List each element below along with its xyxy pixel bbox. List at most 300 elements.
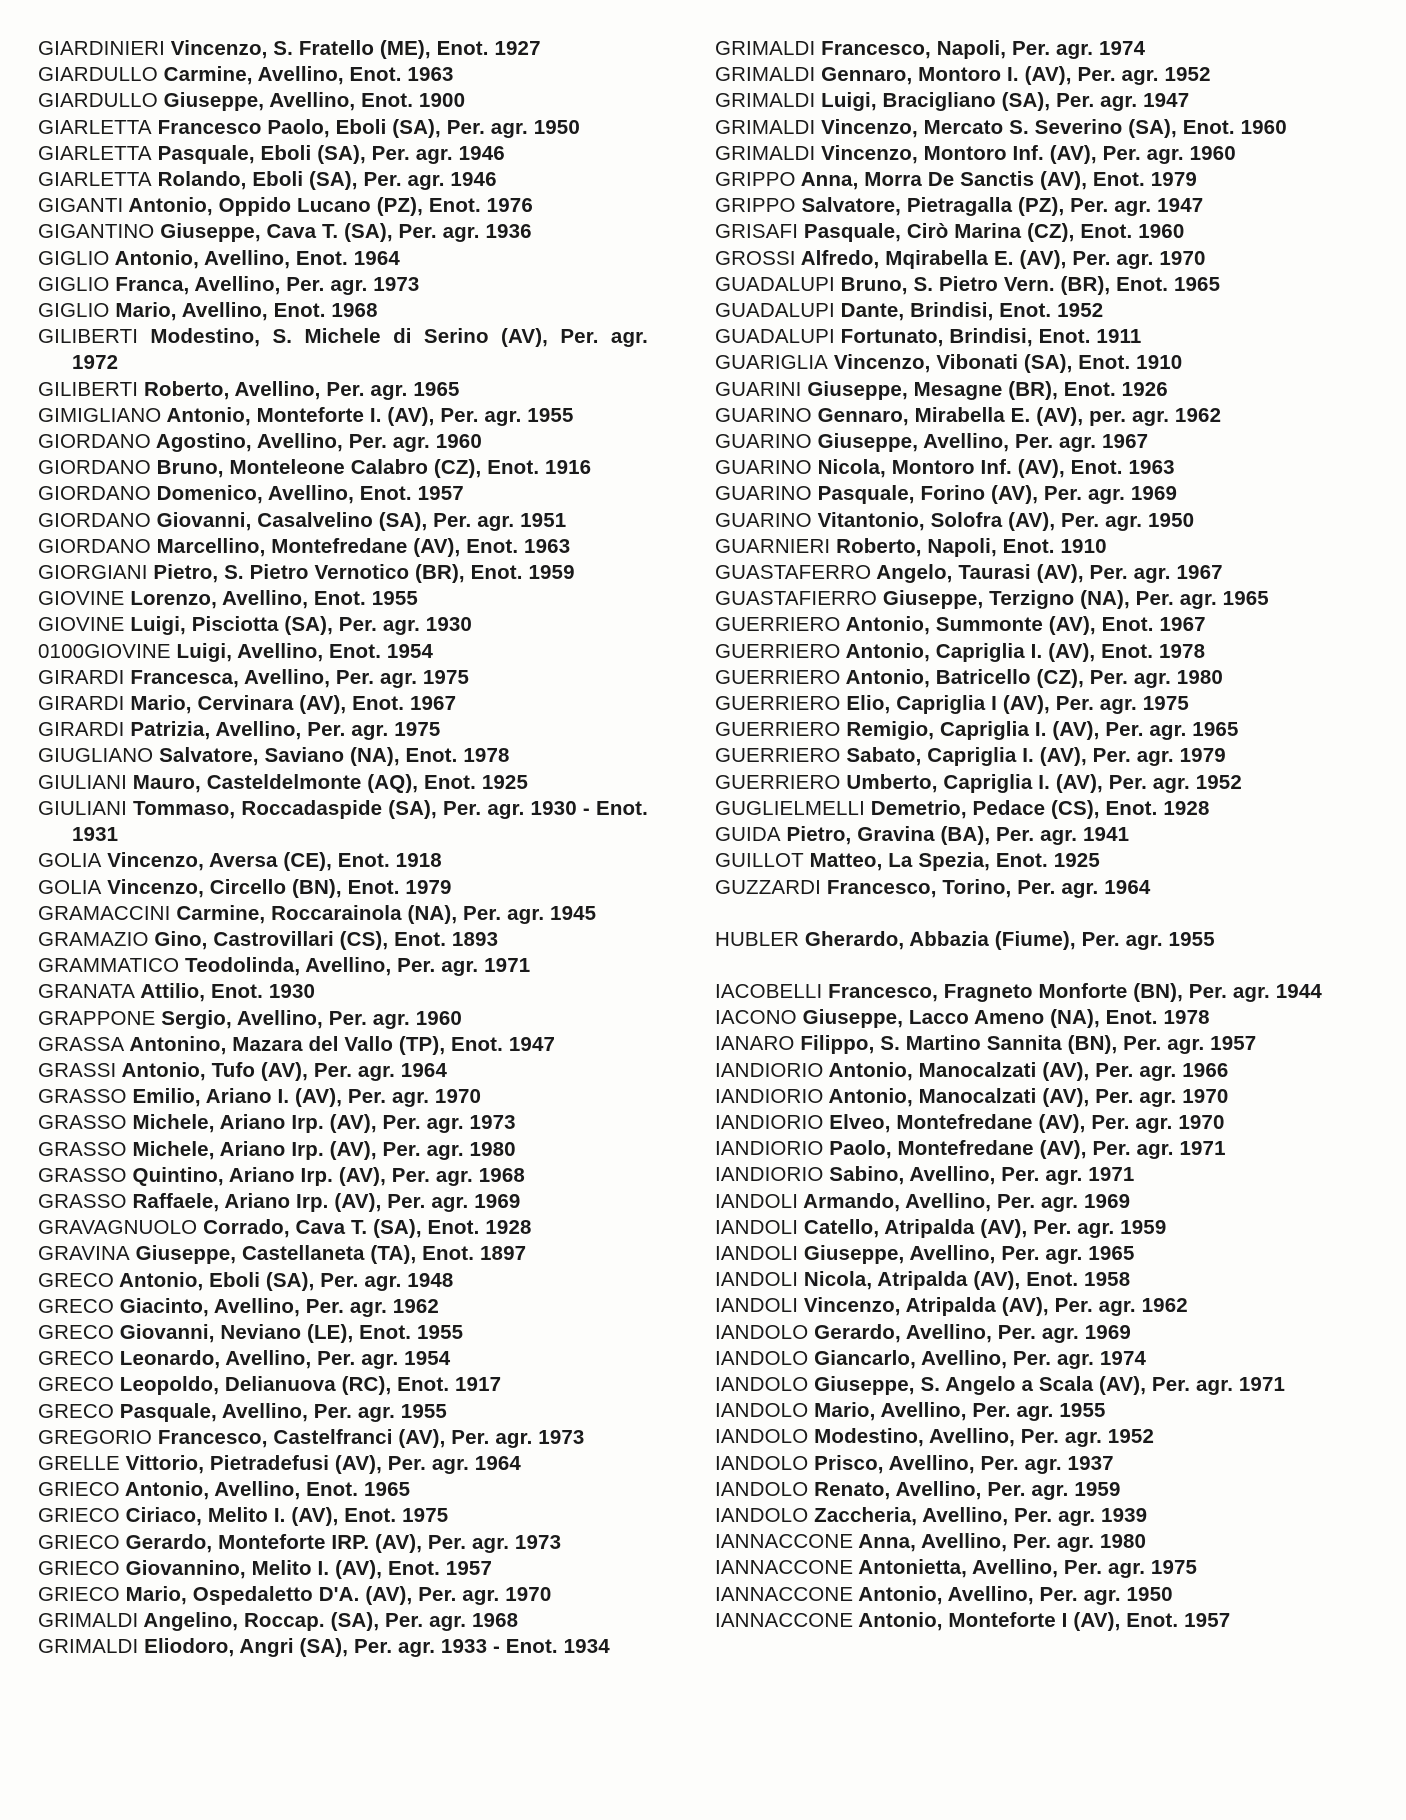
entry-details: Nicola, Atripalda (AV), Enot. 1958 bbox=[798, 1268, 1131, 1292]
entry-details: Francesca, Avellino, Per. agr. 1975 bbox=[124, 665, 470, 689]
directory-entry bbox=[715, 1005, 1330, 1031]
entry-details: Gino, Castrovillari (CS), Enot. 1893 bbox=[148, 927, 499, 951]
entry-surname: GILIBERTI bbox=[38, 325, 139, 349]
directory-entry bbox=[715, 1241, 1330, 1267]
entry-details: Francesco, Castelfranci (AV), Per. agr. 1973 bbox=[151, 1425, 585, 1449]
entry-surname: IANNACCONE bbox=[715, 1608, 854, 1632]
entry-surname: GUERRIERO bbox=[715, 639, 841, 663]
directory-entry bbox=[38, 1137, 648, 1163]
entry-details: Bruno, Monteleone Calabro (CZ), Enot. 1916 bbox=[150, 456, 592, 480]
entry-details: Lorenzo, Avellino, Enot. 1955 bbox=[124, 587, 418, 611]
entry-details: Dante, Brindisi, Enot. 1952 bbox=[834, 299, 1104, 323]
entry-details: Gherardo, Abbazia (Fiume), Per. agr. 1955 bbox=[799, 927, 1215, 951]
directory-entry bbox=[38, 1530, 648, 1556]
directory-entry bbox=[38, 1268, 648, 1294]
directory-entry bbox=[38, 1058, 648, 1084]
entry-surname: IANDOLI bbox=[715, 1189, 799, 1213]
entry-surname: 0100GIOVINE bbox=[38, 639, 171, 663]
entry-details: Ciriaco, Melito I. (AV), Enot. 1975 bbox=[119, 1504, 449, 1528]
entry-surname: IANDOLO bbox=[715, 1320, 809, 1344]
entry-surname: GIRARDI bbox=[38, 718, 125, 742]
directory-entry bbox=[38, 193, 648, 219]
entry-details: Quintino, Ariano Irp. (AV), Per. agr. 1968 bbox=[126, 1163, 525, 1187]
directory-entry bbox=[38, 36, 648, 62]
entry-surname: IANDOLI bbox=[715, 1215, 799, 1239]
entry-details: Pietro, Gravina (BA), Per. agr. 1941 bbox=[780, 823, 1130, 847]
entry-surname: GRIMALDI bbox=[715, 63, 816, 87]
directory-entry bbox=[715, 115, 1330, 141]
entry-details: Luigi, Avellino, Enot. 1954 bbox=[170, 639, 434, 663]
entry-surname: GIORDANO bbox=[38, 482, 151, 506]
entry-details: Antonio, Oppido Lucano (PZ), Enot. 1976 bbox=[123, 194, 533, 218]
directory-entry bbox=[38, 403, 648, 429]
directory-entry bbox=[38, 1608, 648, 1634]
entry-details: Vincenzo, S. Fratello (ME), Enot. 1927 bbox=[164, 37, 541, 60]
entry-details: Antonietta, Avellino, Per. agr. 1975 bbox=[853, 1556, 1198, 1580]
entry-surname: GRECO bbox=[38, 1347, 114, 1371]
directory-entry bbox=[715, 560, 1330, 586]
directory-entry bbox=[715, 1346, 1330, 1372]
directory-entry bbox=[715, 796, 1330, 822]
entry-surname: GRASSA bbox=[38, 1032, 125, 1056]
entry-details: Corrado, Cava T. (SA), Enot. 1928 bbox=[197, 1216, 532, 1240]
directory-entry bbox=[38, 665, 648, 691]
entry-surname: IANDOLO bbox=[715, 1399, 809, 1423]
entry-surname: GRIMALDI bbox=[38, 1635, 139, 1659]
directory-entry bbox=[715, 1058, 1330, 1084]
entry-details: Antonino, Mazara del Vallo (TP), Enot. 1947 bbox=[124, 1032, 556, 1056]
entry-details: Attilio, Enot. 1930 bbox=[135, 980, 316, 1004]
entry-details: Gerardo, Monteforte IRP. (AV), Per. agr. 1973 bbox=[119, 1530, 562, 1554]
directory-entry bbox=[38, 377, 648, 403]
entry-surname: IANNACCONE bbox=[715, 1556, 854, 1580]
directory-entry bbox=[38, 115, 648, 141]
directory-entry bbox=[715, 691, 1330, 717]
entry-surname: GRAVAGNUOLO bbox=[38, 1216, 198, 1240]
directory-entry bbox=[715, 665, 1330, 691]
entry-surname: IACONO bbox=[715, 1006, 797, 1030]
directory-entry bbox=[38, 743, 648, 769]
directory-entry bbox=[38, 455, 648, 481]
entry-surname: GRIMALDI bbox=[38, 1609, 139, 1633]
entry-details: Vincenzo, Circello (BN), Enot. 1979 bbox=[101, 875, 452, 899]
directory-entry bbox=[715, 1398, 1330, 1424]
entry-details: Sergio, Avellino, Per. agr. 1960 bbox=[155, 1006, 462, 1030]
directory-entry bbox=[38, 298, 648, 324]
entry-details: Matteo, La Spezia, Enot. 1925 bbox=[803, 849, 1100, 873]
entry-details: Antonio, Manocalzati (AV), Per. agr. 1970 bbox=[823, 1084, 1229, 1108]
directory-entry bbox=[715, 62, 1330, 88]
entry-details: Pietro, S. Pietro Vernotico (BR), Enot. 1959 bbox=[147, 561, 575, 585]
entry-details: Antonio, Monteforte I (AV), Enot. 1957 bbox=[853, 1608, 1231, 1632]
entry-surname: GRISAFI bbox=[715, 220, 799, 244]
directory-entry bbox=[38, 1372, 648, 1398]
entry-details: Vincenzo, Aversa (CE), Enot. 1918 bbox=[101, 849, 442, 873]
directory-entry bbox=[715, 1084, 1330, 1110]
directory-entry bbox=[715, 455, 1330, 481]
directory-entry bbox=[38, 62, 648, 88]
entry-details: Carmine, Avellino, Enot. 1963 bbox=[157, 63, 454, 87]
directory-entry bbox=[715, 429, 1330, 455]
entry-surname: GUARNIERI bbox=[715, 534, 831, 558]
directory-entry bbox=[715, 219, 1330, 245]
directory-entry bbox=[715, 1162, 1330, 1188]
entry-surname: GIARLETTA bbox=[38, 141, 152, 165]
directory-entry bbox=[38, 717, 648, 743]
directory-entry bbox=[38, 586, 648, 612]
entry-details: Elio, Capriglia I (AV), Per. agr. 1975 bbox=[840, 692, 1189, 716]
entry-surname: GIARDULLO bbox=[38, 63, 158, 87]
directory-entry bbox=[715, 979, 1330, 1005]
entry-details: Salvatore, Pietragalla (PZ), Per. agr. 1947 bbox=[795, 194, 1204, 218]
entry-details: Pasquale, Forino (AV), Per. agr. 1969 bbox=[811, 482, 1178, 506]
entry-details: Sabato, Capriglia I. (AV), Per. agr. 1979 bbox=[840, 744, 1226, 768]
entry-details: Nicola, Montoro Inf. (AV), Enot. 1963 bbox=[811, 456, 1175, 480]
entry-details: Luigi, Bracigliano (SA), Per. agr. 1947 bbox=[815, 89, 1190, 113]
entry-details: Sabino, Avellino, Per. agr. 1971 bbox=[823, 1163, 1135, 1187]
entry-details: Bruno, S. Pietro Vern. (BR), Enot. 1965 bbox=[834, 272, 1221, 296]
entry-surname: IANDOLO bbox=[715, 1372, 809, 1396]
entry-details: Giuseppe, S. Angelo a Scala (AV), Per. agr. 1971 bbox=[808, 1372, 1286, 1396]
entry-surname: GRIECO bbox=[38, 1530, 120, 1554]
entry-details: Armando, Avellino, Per. agr. 1969 bbox=[798, 1189, 1131, 1213]
entry-details: Giovanni, Neviano (LE), Enot. 1955 bbox=[113, 1320, 464, 1344]
entry-details: Giovanni, Casalvelino (SA), Per. agr. 1951 bbox=[150, 508, 567, 532]
directory-entry bbox=[38, 1215, 648, 1241]
entry-surname: GUARINO bbox=[715, 456, 812, 480]
entry-details: Antonio, Eboli (SA), Per. agr. 1948 bbox=[113, 1268, 454, 1292]
directory-entry bbox=[715, 167, 1330, 193]
entry-surname: GRAVINA bbox=[38, 1242, 130, 1266]
directory-entry bbox=[715, 1424, 1330, 1450]
entry-surname: GUERRIERO bbox=[715, 770, 841, 794]
entry-surname: GIOVINE bbox=[38, 587, 125, 611]
entry-surname: GUASTAFIERRO bbox=[715, 587, 878, 611]
entry-details: Giuseppe, Terzigno (NA), Per. agr. 1965 bbox=[877, 587, 1269, 611]
entry-details: Giuseppe, Lacco Ameno (NA), Enot. 1978 bbox=[796, 1006, 1210, 1030]
entry-surname: GRASSI bbox=[38, 1058, 117, 1082]
entry-details: Vincenzo, Atripalda (AV), Per. agr. 1962 bbox=[798, 1294, 1188, 1318]
entry-surname: GRIPPO bbox=[715, 168, 796, 192]
directory-entry bbox=[38, 1346, 648, 1372]
entry-surname: GRAMMATICO bbox=[38, 954, 180, 978]
directory-entry bbox=[38, 1477, 648, 1503]
entry-surname: IANDIORIO bbox=[715, 1084, 824, 1108]
directory-entry bbox=[715, 927, 1330, 953]
directory-entry bbox=[715, 508, 1330, 534]
entry-details: Mario, Ospedaletto D'A. (AV), Per. agr. 1970 bbox=[119, 1582, 552, 1606]
entry-details: Francesco, Napoli, Per. agr. 1974 bbox=[815, 37, 1146, 60]
directory-entry bbox=[715, 1267, 1330, 1293]
entry-details: Antonio, Avellino, Enot. 1965 bbox=[119, 1478, 411, 1502]
directory-entry bbox=[715, 1031, 1330, 1057]
directory-entry bbox=[38, 88, 648, 114]
entry-details: Giuseppe, Castellaneta (TA), Enot. 1897 bbox=[129, 1242, 527, 1266]
entry-surname: IANDIORIO bbox=[715, 1163, 824, 1187]
directory-entry bbox=[38, 167, 648, 193]
entry-details: Anna, Morra De Sanctis (AV), Enot. 1979 bbox=[795, 168, 1197, 192]
entry-surname: GRIPPO bbox=[715, 194, 796, 218]
entry-details: Gennaro, Mirabella E. (AV), per. agr. 1962 bbox=[811, 403, 1222, 427]
directory-entry bbox=[715, 350, 1330, 376]
entry-details: Roberto, Napoli, Enot. 1910 bbox=[830, 534, 1107, 558]
directory-entry bbox=[38, 612, 648, 638]
entry-surname: IANARO bbox=[715, 1032, 795, 1056]
entry-surname: IANNACCONE bbox=[715, 1582, 854, 1606]
directory-entry bbox=[38, 1425, 648, 1451]
entry-surname: GRAMAZIO bbox=[38, 927, 149, 951]
entry-details: Antonio, Batricello (CZ), Per. agr. 1980 bbox=[840, 665, 1223, 689]
entry-surname: IANNACCONE bbox=[715, 1530, 854, 1554]
entry-surname: GRIMALDI bbox=[715, 115, 816, 139]
entry-surname: IANDOLO bbox=[715, 1346, 809, 1370]
entry-surname: GUARINO bbox=[715, 508, 812, 532]
entry-details: Giacinto, Avellino, Per. agr. 1962 bbox=[113, 1294, 439, 1318]
directory-entry bbox=[715, 1503, 1330, 1529]
directory-entry bbox=[715, 875, 1330, 901]
directory-entry bbox=[38, 324, 648, 376]
entry-details: Giovannino, Melito I. (AV), Enot. 1957 bbox=[119, 1556, 493, 1580]
entry-surname: IANDIORIO bbox=[715, 1110, 824, 1134]
directory-entry bbox=[715, 1451, 1330, 1477]
entry-surname: GUERRIERO bbox=[715, 718, 841, 742]
directory-entry bbox=[38, 272, 648, 298]
entry-surname: HUBLER bbox=[715, 927, 800, 951]
directory-entry bbox=[38, 141, 648, 167]
entry-details: Leopoldo, Delianuova (RC), Enot. 1917 bbox=[113, 1373, 502, 1397]
entry-surname: GIGANTI bbox=[38, 194, 124, 218]
directory-entry bbox=[38, 1241, 648, 1267]
entry-surname: GIORGIANI bbox=[38, 561, 148, 585]
entry-surname: GRANATA bbox=[38, 980, 136, 1004]
entry-surname: GIGLIO bbox=[38, 272, 110, 296]
entry-surname: IANDIORIO bbox=[715, 1058, 824, 1082]
entry-details: Renato, Avellino, Per. agr. 1959 bbox=[808, 1477, 1121, 1501]
entry-surname: GUADALUPI bbox=[715, 299, 835, 323]
entry-details: Carmine, Roccarainola (NA), Per. agr. 1945 bbox=[170, 901, 597, 925]
entry-surname: GRECO bbox=[38, 1373, 114, 1397]
entry-surname: GUIDA bbox=[715, 823, 781, 847]
directory-entry bbox=[38, 1189, 648, 1215]
entry-details: Umberto, Capriglia I. (AV), Per. agr. 1952 bbox=[840, 770, 1242, 794]
entry-details: Vittorio, Pietradefusi (AV), Per. agr. 1964 bbox=[119, 1451, 521, 1475]
entry-surname: GRIMALDI bbox=[715, 141, 816, 165]
entry-details: Antonio, Manocalzati (AV), Per. agr. 1966 bbox=[823, 1058, 1229, 1082]
entry-surname: GOLIA bbox=[38, 849, 102, 873]
entry-details: Franca, Avellino, Per. agr. 1973 bbox=[109, 272, 420, 296]
entry-details: Agostino, Avellino, Per. agr. 1960 bbox=[150, 430, 482, 454]
entry-surname: GUARINO bbox=[715, 430, 812, 454]
entry-details: Michele, Ariano Irp. (AV), Per. agr. 1980 bbox=[126, 1137, 516, 1161]
entry-surname: GIMIGLIANO bbox=[38, 403, 162, 427]
entry-surname: IANDOLI bbox=[715, 1268, 799, 1292]
entry-surname: GIARDULLO bbox=[38, 89, 158, 113]
entry-details: Vincenzo, Vibonati (SA), Enot. 1910 bbox=[828, 351, 1183, 375]
directory-entry bbox=[38, 901, 648, 927]
entry-surname: IANDOLO bbox=[715, 1425, 809, 1449]
directory-entry bbox=[38, 1634, 648, 1660]
entry-details: Tommaso, Roccadaspide (SA), Per. agr. 1930 - Enot. 1931 bbox=[72, 796, 648, 847]
left-column bbox=[38, 36, 648, 1661]
entry-details: Remigio, Capriglia I. (AV), Per. agr. 1965 bbox=[840, 718, 1239, 742]
entry-surname: IANDOLI bbox=[715, 1294, 799, 1318]
entry-surname: GUARINI bbox=[715, 377, 802, 401]
entry-surname: GUERRIERO bbox=[715, 692, 841, 716]
entry-surname: GUGLIELMELLI bbox=[715, 796, 865, 820]
entry-surname: GRASSO bbox=[38, 1137, 127, 1161]
directory-entry bbox=[38, 1451, 648, 1477]
entry-surname: GRAPPONE bbox=[38, 1006, 156, 1030]
entry-surname: GUILLOT bbox=[715, 849, 804, 873]
directory-entry bbox=[715, 1608, 1330, 1634]
entry-surname: GRIMALDI bbox=[715, 89, 816, 113]
directory-entry bbox=[715, 586, 1330, 612]
directory-entry bbox=[715, 1215, 1330, 1241]
entry-details: Gerardo, Avellino, Per. agr. 1969 bbox=[808, 1320, 1131, 1344]
entry-surname: IACOBELLI bbox=[715, 979, 823, 1003]
entry-details: Pasquale, Eboli (SA), Per. agr. 1946 bbox=[151, 141, 505, 165]
directory-entry bbox=[38, 1556, 648, 1582]
entry-surname: GRECO bbox=[38, 1268, 114, 1292]
entry-details: Modestino, Avellino, Per. agr. 1952 bbox=[808, 1425, 1154, 1449]
entry-surname: GUADALUPI bbox=[715, 272, 835, 296]
entry-details: Modestino, S. Michele di Serino (AV), Per. agr. 1972 bbox=[72, 325, 648, 375]
entry-details: Prisco, Avellino, Per. agr. 1937 bbox=[808, 1451, 1114, 1475]
entry-surname: GRIECO bbox=[38, 1504, 120, 1528]
directory-entry bbox=[38, 1582, 648, 1608]
directory-entry bbox=[38, 1032, 648, 1058]
directory-entry bbox=[715, 272, 1330, 298]
entry-surname: GIGLIO bbox=[38, 246, 110, 270]
entry-details: Giuseppe, Avellino, Per. agr. 1967 bbox=[811, 430, 1149, 454]
directory-entry bbox=[38, 219, 648, 245]
entry-details: Luigi, Pisciotta (SA), Per. agr. 1930 bbox=[124, 613, 472, 637]
entry-surname: GUASTAFERRO bbox=[715, 561, 872, 585]
entry-details: Angelo, Taurasi (AV), Per. agr. 1967 bbox=[871, 561, 1223, 585]
directory-entry bbox=[715, 246, 1330, 272]
directory-entry bbox=[38, 1503, 648, 1529]
entry-details: Antonio, Summonte (AV), Enot. 1967 bbox=[840, 613, 1206, 637]
directory-entry bbox=[38, 979, 648, 1005]
directory-entry bbox=[715, 1136, 1330, 1162]
entry-details: Antonio, Monteforte I. (AV), Per. agr. 1955 bbox=[161, 403, 574, 427]
entry-surname: GUADALUPI bbox=[715, 325, 835, 349]
entry-details: Francesco, Fragneto Monforte (BN), Per. agr. 1944 bbox=[822, 979, 1322, 1003]
directory-entry bbox=[715, 639, 1330, 665]
entry-surname: GRASSO bbox=[38, 1163, 127, 1187]
entry-surname: GRIECO bbox=[38, 1556, 120, 1580]
directory-entry bbox=[38, 1084, 648, 1110]
entry-surname: GRIECO bbox=[38, 1582, 120, 1606]
entry-surname: GOLIA bbox=[38, 875, 102, 899]
section-gap bbox=[715, 953, 1330, 979]
entry-surname: IANDOLO bbox=[715, 1503, 809, 1527]
entry-surname: GIORDANO bbox=[38, 456, 151, 480]
entry-details: Mario, Cervinara (AV), Enot. 1967 bbox=[124, 692, 457, 716]
entry-details: Salvatore, Saviano (NA), Enot. 1978 bbox=[153, 744, 510, 768]
entry-details: Domenico, Avellino, Enot. 1957 bbox=[150, 482, 464, 506]
entry-details: Antonio, Capriglia I. (AV), Enot. 1978 bbox=[840, 639, 1206, 663]
entry-details: Paolo, Montefredane (AV), Per. agr. 1971 bbox=[823, 1137, 1226, 1161]
entry-details: Vincenzo, Montoro Inf. (AV), Per. agr. 1960 bbox=[815, 141, 1236, 165]
entry-details: Angelino, Roccap. (SA), Per. agr. 1968 bbox=[138, 1609, 519, 1633]
directory-entry bbox=[715, 141, 1330, 167]
directory-entry bbox=[715, 1372, 1330, 1398]
entry-surname: GIGLIO bbox=[38, 299, 110, 323]
entry-surname: GIORDANO bbox=[38, 534, 151, 558]
directory-entry bbox=[38, 953, 648, 979]
entry-details: Catello, Atripalda (AV), Per. agr. 1959 bbox=[798, 1215, 1167, 1239]
entry-details: Michele, Ariano Irp. (AV), Per. agr. 1973 bbox=[126, 1111, 516, 1135]
entry-surname: GILIBERTI bbox=[38, 377, 139, 401]
entry-details: Pasquale, Cirò Marina (CZ), Enot. 1960 bbox=[798, 220, 1185, 244]
entry-surname: GUARINO bbox=[715, 403, 812, 427]
entry-details: Antonio, Avellino, Per. agr. 1950 bbox=[853, 1582, 1173, 1606]
entry-details: Rolando, Eboli (SA), Per. agr. 1946 bbox=[151, 168, 497, 192]
entry-details: Alfredo, Mqirabella E. (AV), Per. agr. 1970 bbox=[795, 246, 1206, 270]
entry-surname: IANDIORIO bbox=[715, 1137, 824, 1161]
entry-surname: GIOVINE bbox=[38, 613, 125, 637]
entry-surname: GRIECO bbox=[38, 1478, 120, 1502]
directory-entry bbox=[715, 481, 1330, 507]
directory-entry bbox=[38, 534, 648, 560]
entry-details: Giuseppe, Cava T. (SA), Per. agr. 1936 bbox=[154, 220, 532, 244]
entry-surname: GIGANTINO bbox=[38, 220, 155, 244]
directory-entry bbox=[38, 639, 648, 665]
entry-surname: GREGORIO bbox=[38, 1425, 152, 1449]
directory-entry bbox=[715, 717, 1330, 743]
entry-details: Patrizia, Avellino, Per. agr. 1975 bbox=[124, 718, 441, 742]
directory-entry bbox=[715, 770, 1330, 796]
entry-surname: GUARINO bbox=[715, 482, 812, 506]
entry-details: Pasquale, Avellino, Per. agr. 1955 bbox=[113, 1399, 447, 1423]
entry-surname: GUERRIERO bbox=[715, 665, 841, 689]
directory-entry bbox=[38, 691, 648, 717]
directory-entry bbox=[38, 508, 648, 534]
directory-entry bbox=[38, 1110, 648, 1136]
directory-entry bbox=[715, 1555, 1330, 1581]
entry-details: Zaccheria, Avellino, Per. agr. 1939 bbox=[808, 1503, 1148, 1527]
entry-details: Antonio, Tufo (AV), Per. agr. 1964 bbox=[116, 1058, 448, 1082]
directory-entry bbox=[38, 848, 648, 874]
entry-surname: GRAMACCINI bbox=[38, 901, 171, 925]
directory-entry bbox=[715, 1293, 1330, 1319]
entry-surname: GIORDANO bbox=[38, 430, 151, 454]
entry-details: Fortunato, Brindisi, Enot. 1911 bbox=[834, 325, 1142, 349]
directory-entry bbox=[38, 246, 648, 272]
entry-surname: GRASSO bbox=[38, 1111, 127, 1135]
directory-entry bbox=[715, 1477, 1330, 1503]
entry-details: Giuseppe, Avellino, Enot. 1900 bbox=[157, 89, 466, 113]
entry-surname: GIUGLIANO bbox=[38, 744, 154, 768]
section-gap bbox=[715, 901, 1330, 927]
directory-entry bbox=[38, 481, 648, 507]
entry-details: Vitantonio, Solofra (AV), Per. agr. 1950 bbox=[811, 508, 1195, 532]
directory-entry bbox=[38, 796, 648, 848]
entry-details: Gennaro, Montoro I. (AV), Per. agr. 1952 bbox=[815, 63, 1211, 87]
entry-details: Demetrio, Pedace (CS), Enot. 1928 bbox=[864, 796, 1210, 820]
entry-surname: GRECO bbox=[38, 1320, 114, 1344]
entry-surname: GRECO bbox=[38, 1399, 114, 1423]
entry-surname: GIULIANI bbox=[38, 770, 127, 794]
entry-details: Giuseppe, Avellino, Per. agr. 1965 bbox=[798, 1241, 1135, 1265]
entry-surname: GIULIANI bbox=[38, 796, 127, 820]
entry-surname: GIARLETTA bbox=[38, 168, 152, 192]
entry-details: Antonio, Avellino, Enot. 1964 bbox=[109, 246, 400, 270]
directory-entry bbox=[715, 1529, 1330, 1555]
entry-details: Anna, Avellino, Per. agr. 1980 bbox=[853, 1530, 1147, 1554]
directory-entry bbox=[715, 1582, 1330, 1608]
